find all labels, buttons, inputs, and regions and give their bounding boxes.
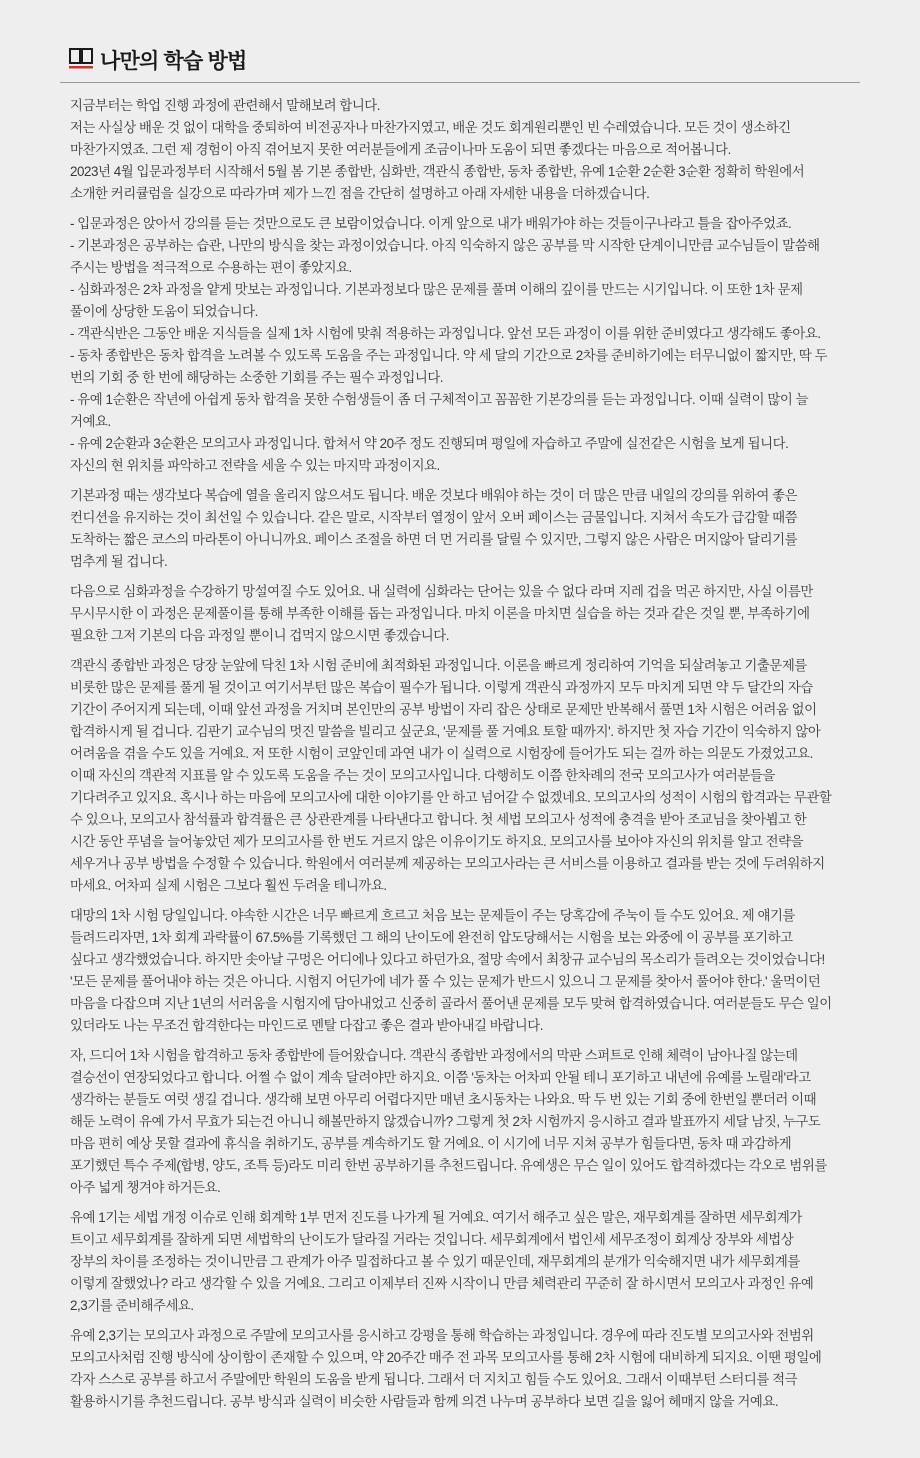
paragraph — [70, 905, 860, 1037]
text-line: 거예요. — [70, 414, 111, 429]
paragraph — [70, 1045, 860, 1199]
text-line: 들려드리자면, 1차 회계 과락률이 67.5%를 기록했던 그 해의 난이도에 완전히 압도당해서는 시험을 보는 와중에 이 공부를 포기하고 — [70, 930, 793, 945]
text-line: 주시는 방법을 적극적으로 수용하는 편이 좋았지요. — [70, 260, 352, 275]
article-body — [70, 95, 860, 1421]
text-line: 이렇게 잘했었나? 라고 생각할 수 있을 거예요. 그리고 이제부터 진짜 시작이니 만큼 체력관리 꾸준히 잘 하시면서 모의고사 과정인 유예 — [70, 1276, 814, 1291]
text-line: 대망의 1차 시험 당일입니다. 야속한 시간은 너무 빠르게 흐르고 처음 보는 문제들이 주는 당혹감에 주눅이 들 수도 있어요. 제 얘기를 — [70, 908, 795, 923]
text-line: 해둔 노력이 유예 가서 무효가 되는건 아니니 해볼만하지 않겠습니까? 그렇게 첫 2차 시험까지 응시하고 결과 발표까지 세달 남짓, 누구도 — [70, 1114, 821, 1129]
text-line: 싶다고 생각했었습니다. 하지만 솟아날 구멍은 어디에나 있다고 하던가요, 절망 속에서 최창규 교수님의 목소리가 들려오는 것이었습니다! — [70, 952, 825, 967]
text-line: 지금부터는 학업 진행 과정에 관련해서 말해보려 합니다. — [70, 98, 381, 113]
text-line: 도착하는 짧은 코스의 마라톤이 아니니까요. 페이스 조절을 하면 더 먼 거리를 달릴 수 있지만, 그렇지 않은 사람은 머지않아 달리기를 — [70, 532, 798, 547]
text-line: 기본과정 때는 생각보다 복습에 열을 올리지 않으셔도 됩니다. 배운 것보다 배워야 하는 것이 더 많은 만큼 내일의 강의를 위하여 좋은 — [70, 488, 798, 503]
text-line: 컨디션을 유지하는 것이 최선일 수 있습니다. 같은 말로, 시작부터 열정이 앞서 오버 페이스는 금물입니다. 지쳐서 속도가 급감할 때쯤 — [70, 510, 798, 525]
text-line: 2023년 4월 입문과정부터 시작해서 5월 봄 기본 종합반, 심화반, 객관식 종합반, 동차 종합반, 유예 1순환 2순환 3순환 정확히 학원에서 — [70, 164, 805, 179]
text-line: 결승선이 연장되었다고 합니다. 어쩔 수 없이 계속 달려야만 하지요. 이쯤 '동차는 어차피 안될 테니 포기하고 내년에 유예를 노릴래'라고 — [70, 1070, 811, 1085]
text-line: '모든 문제를 풀어내야 하는 것은 아니다. 시험지 어딘가에 네가 풀 수 있는 문제가 반드시 있으니 그 문제를 찾아서 풀어야 한다.' 울먹이던 — [70, 974, 821, 989]
text-line: 무시무시한 이 과정은 문제풀이를 통해 부족한 이해를 돕는 과정입니다. 마치 이론을 마치면 실습을 하는 것과 같은 것일 뿐, 부족하기에 — [70, 606, 810, 621]
text-line: 어려움을 겪을 수도 있을 거예요. 저 또한 시험이 코앞인데 과연 내가 이 실력으로 시험장에 들어가도 되는 걸까 하는 의문도 가졌었고요. — [70, 746, 813, 761]
text-line: 마음을 다잡으며 지난 1년의 서러움을 시험지에 담아내었고 신중히 골라서 풀어낸 문제를 모두 맞혀 합격하였습니다. 여러분들도 무슨 일이 — [70, 996, 832, 1011]
text-line: - 유예 1순환은 작년에 아쉽게 동차 합격을 못한 수험생들이 좀 더 구체적이고 꼼꼼한 기본강의를 듣는 과정입니다. 이때 실력이 많이 늘 — [70, 392, 809, 407]
text-line: - 유예 2순환과 3순환은 모의고사 과정입니다. 합쳐서 약 20주 정도 진행되며 평일에 자습하고 주말에 실전같은 시험을 보게 됩니다. — [70, 436, 789, 451]
text-line: 생각하는 분들도 여럿 생길 겁니다. 생각해 보면 아무리 어렵다지만 매년 초시동차는 나와요. 딱 두 번 있는 기회 중에 한번일 뿐더러 이때 — [70, 1092, 817, 1107]
text-line: 각자 스스로 공부를 하고서 주말에만 학원의 도움을 받게 됩니다. 그래서 더 지치고 힘들 수도 있어요. 그래서 이때부턴 스터디를 적극 — [70, 1372, 798, 1387]
text-line: 이때 자신의 객관적 지표를 알 수 있도록 도움을 주는 것이 모의고사입니다. 다행히도 이쯤 한차례의 전국 모의고사가 여러분들을 — [70, 768, 775, 783]
text-line: 활용하시기를 추천드립니다. 공부 방식과 실력이 비슷한 사람들과 함께 의견 나누며 공부하다 보면 길을 잃어 헤매지 않을 거예요. — [70, 1394, 779, 1409]
paragraph — [70, 1325, 860, 1413]
header-divider — [60, 82, 860, 83]
paragraph — [70, 581, 860, 647]
text-line: 유예 2,3기는 모의고사 과정으로 주말에 모의고사를 응시하고 강평을 통해 학습하는 과정입니다. 경우에 따라 진도별 모의고사와 전범위 — [70, 1328, 814, 1343]
text-line: - 심화과정은 2차 과정을 얕게 맛보는 과정입니다. 기본과정보다 많은 문제를 풀며 이해의 깊이를 만드는 시기입니다. 이 또한 1차 문제 — [70, 282, 803, 297]
paragraph — [70, 95, 860, 205]
text-line: 필요한 그저 기본의 다음 과정일 뿐이니 겁먹지 않으시면 좋겠습니다. — [70, 628, 450, 643]
text-line: 있더라도 나는 무조건 합격한다는 마인드로 멘탈 다잡고 좋은 결과 받아내길 바랍니다. — [70, 1018, 543, 1033]
paragraph — [70, 1207, 860, 1317]
text-line: 수 있으나, 모의고사 참석률과 합격률은 큰 상관관계를 나타낸다고 합니다. 첫 세법 모의고사 성적에 충격을 받아 조교님을 찾아뵙고 한 — [70, 812, 807, 827]
text-line: 소개한 커리큘럼을 실강으로 따라가며 제가 느낀 점을 간단히 설명하고 아래 자세한 내용을 더하겠습니다. — [70, 186, 650, 201]
text-line: 마찬가지였죠. 그런 제 경험이 아직 겪어보지 못한 여러분들에게 조금이나마 도움이 되면 좋겠다는 마음으로 적어봅니다. — [70, 142, 731, 157]
paragraph — [70, 485, 860, 573]
text-line: 비롯한 많은 문제를 풀게 될 것이고 여기서부턴 많은 복습이 필수가 됩니다. 이렇게 객관식 과정까지 모두 마치게 되면 약 두 달간의 자습 — [70, 680, 813, 695]
open-book-icon — [68, 44, 94, 75]
paragraph — [70, 213, 860, 477]
text-line: - 객관식반은 그동안 배운 지식들을 실제 1차 시험에 맞춰 적용하는 과정입니다. 앞선 모든 과정이 이를 위한 준비였다고 생각해도 좋아요. — [70, 326, 821, 341]
text-line: 장부의 차이를 조정하는 것이니만큼 그 관계가 아주 밀접하다고 볼 수 있기 때문인데, 재무회계의 분개가 익숙해지면 내가 세무회계를 — [70, 1254, 800, 1269]
text-line: 마세요. 어차피 실제 시험은 그보다 훨씬 두려울 테니까요. — [70, 878, 387, 893]
text-line: 저는 사실상 배운 것 없이 대학을 중퇴하여 비전공자나 마찬가지였고, 배운 것도 회계원리뿐인 빈 수레였습니다. 모든 것이 생소하긴 — [70, 120, 791, 135]
page-title: 나만의 학습 방법 — [100, 49, 247, 73]
text-line: 객관식 종합반 과정은 당장 눈앞에 닥친 1차 시험 준비에 최적화된 과정입니다. 이론을 빠르게 정리하여 기억을 되살려놓고 기출문제를 — [70, 658, 807, 673]
text-line: 마음 편히 예상 못할 결과에 휴식을 취하기도, 공부를 계속하기도 할 거예요. 이 시기에 너무 지쳐 공부가 힘들다면, 동차 때 과감하게 — [70, 1136, 792, 1151]
text-line: 아주 넓게 챙겨야 하거든요. — [70, 1180, 221, 1195]
text-line: 자, 드디어 1차 시험을 합격하고 동차 종합반에 들어왔습니다. 객관식 종합반 과정에서의 막판 스퍼트로 인해 체력이 남아나질 않는데 — [70, 1048, 798, 1063]
text-line: 풀이에 상당한 도움이 되었습니다. — [70, 304, 258, 319]
text-line: - 동차 종합반은 동차 합격을 노려볼 수 있도록 도움을 주는 과정입니다. 약 세 달의 기간으로 2차를 준비하기에는 터무니없이 짧지만, 딱 두 — [70, 348, 828, 363]
text-line: 기다려주고 있지요. 혹시나 하는 마음에 모의고사에 대한 이야기를 안 하고 넘어갈 수 없겠네요. 모의고사의 성적이 시험의 합격과는 무관할 — [70, 790, 832, 805]
text-line: 포기했던 특수 주제(합병, 양도, 조특 등)라도 미리 한번 공부하기를 추천드립니다. 유예생은 무슨 일이 있어도 합격하겠다는 각오로 범위를 — [70, 1158, 827, 1173]
text-line: 세우거나 공부 방법을 수정할 수 있습니다. 학원에서 여러분께 제공하는 모의고사라는 큰 서비스를 이용하고 결과를 받는 것에 두려워하지 — [70, 856, 825, 871]
text-line: 기간이 주어지게 되는데, 이때 앞선 과정을 거치며 본인만의 공부 방법이 자리 잡은 상태로 문제만 반복해서 풀면 1차 시험은 어려움 없이 — [70, 702, 817, 717]
section-header — [68, 44, 246, 75]
paragraph — [70, 655, 860, 897]
text-line: 번의 기회 중 한 번에 해당하는 소중한 기회를 주는 필수 과정입니다. — [70, 370, 444, 385]
text-line: 시간 동안 푸념을 늘어놓았던 제가 모의고사를 한 번도 거르지 않은 이유이기도 하지요. 모의고사를 보아야 자신의 위치를 알고 전략을 — [70, 834, 804, 849]
text-line: - 입문과정은 앉아서 강의를 듣는 것만으로도 큰 보람이었습니다. 이게 앞으로 내가 배워가야 하는 것들이구나라고 틀을 잡아주었죠. — [70, 216, 792, 231]
text-line: 유예 1기는 세법 개정 이슈로 인해 회계학 1부 먼저 진도를 나가게 될 거예요. 여기서 해주고 싶은 말은, 재무회계를 잘하면 세무회계가 — [70, 1210, 802, 1225]
text-line: 2,3기를 준비해주세요. — [70, 1298, 194, 1313]
text-line: 다음으로 심화과정을 수강하기 망설여질 수도 있어요. 내 실력에 심화라는 단어는 있을 수 없다 라며 지레 겁을 먹곤 하지만, 사실 이름만 — [70, 584, 813, 599]
text-line: 멈추게 될 겁니다. — [70, 554, 168, 569]
text-line: 합격하시게 될 겁니다. 김판기 교수님의 멋진 말씀을 빌리고 싶군요, '문제를 풀 거예요 토할 때까지'. 하지만 첫 자습 기간이 익숙하지 않아 — [70, 724, 821, 739]
text-line: 모의고사처럼 진행 방식에 상이함이 존재할 수 있으며, 약 20주간 매주 전 과목 모의고사를 통해 2차 시험에 대비하게 되지요. 이땐 평일에 — [70, 1350, 822, 1365]
text-line: 자신의 현 위치를 파악하고 전략을 세울 수 있는 마지막 과정이지요. — [70, 458, 440, 473]
text-line: 트이고 세무회계를 잘하게 되면 세법학의 난이도가 달라질 거라는 것입니다. 세무회계에서 법인세 세무조정이 회계상 장부와 세법상 — [70, 1232, 794, 1247]
text-line: - 기본과정은 공부하는 습관, 나만의 방식을 찾는 과정이었습니다. 아직 익숙하지 않은 공부를 막 시작한 단계이니만큼 교수님들이 말씀해 — [70, 238, 820, 253]
